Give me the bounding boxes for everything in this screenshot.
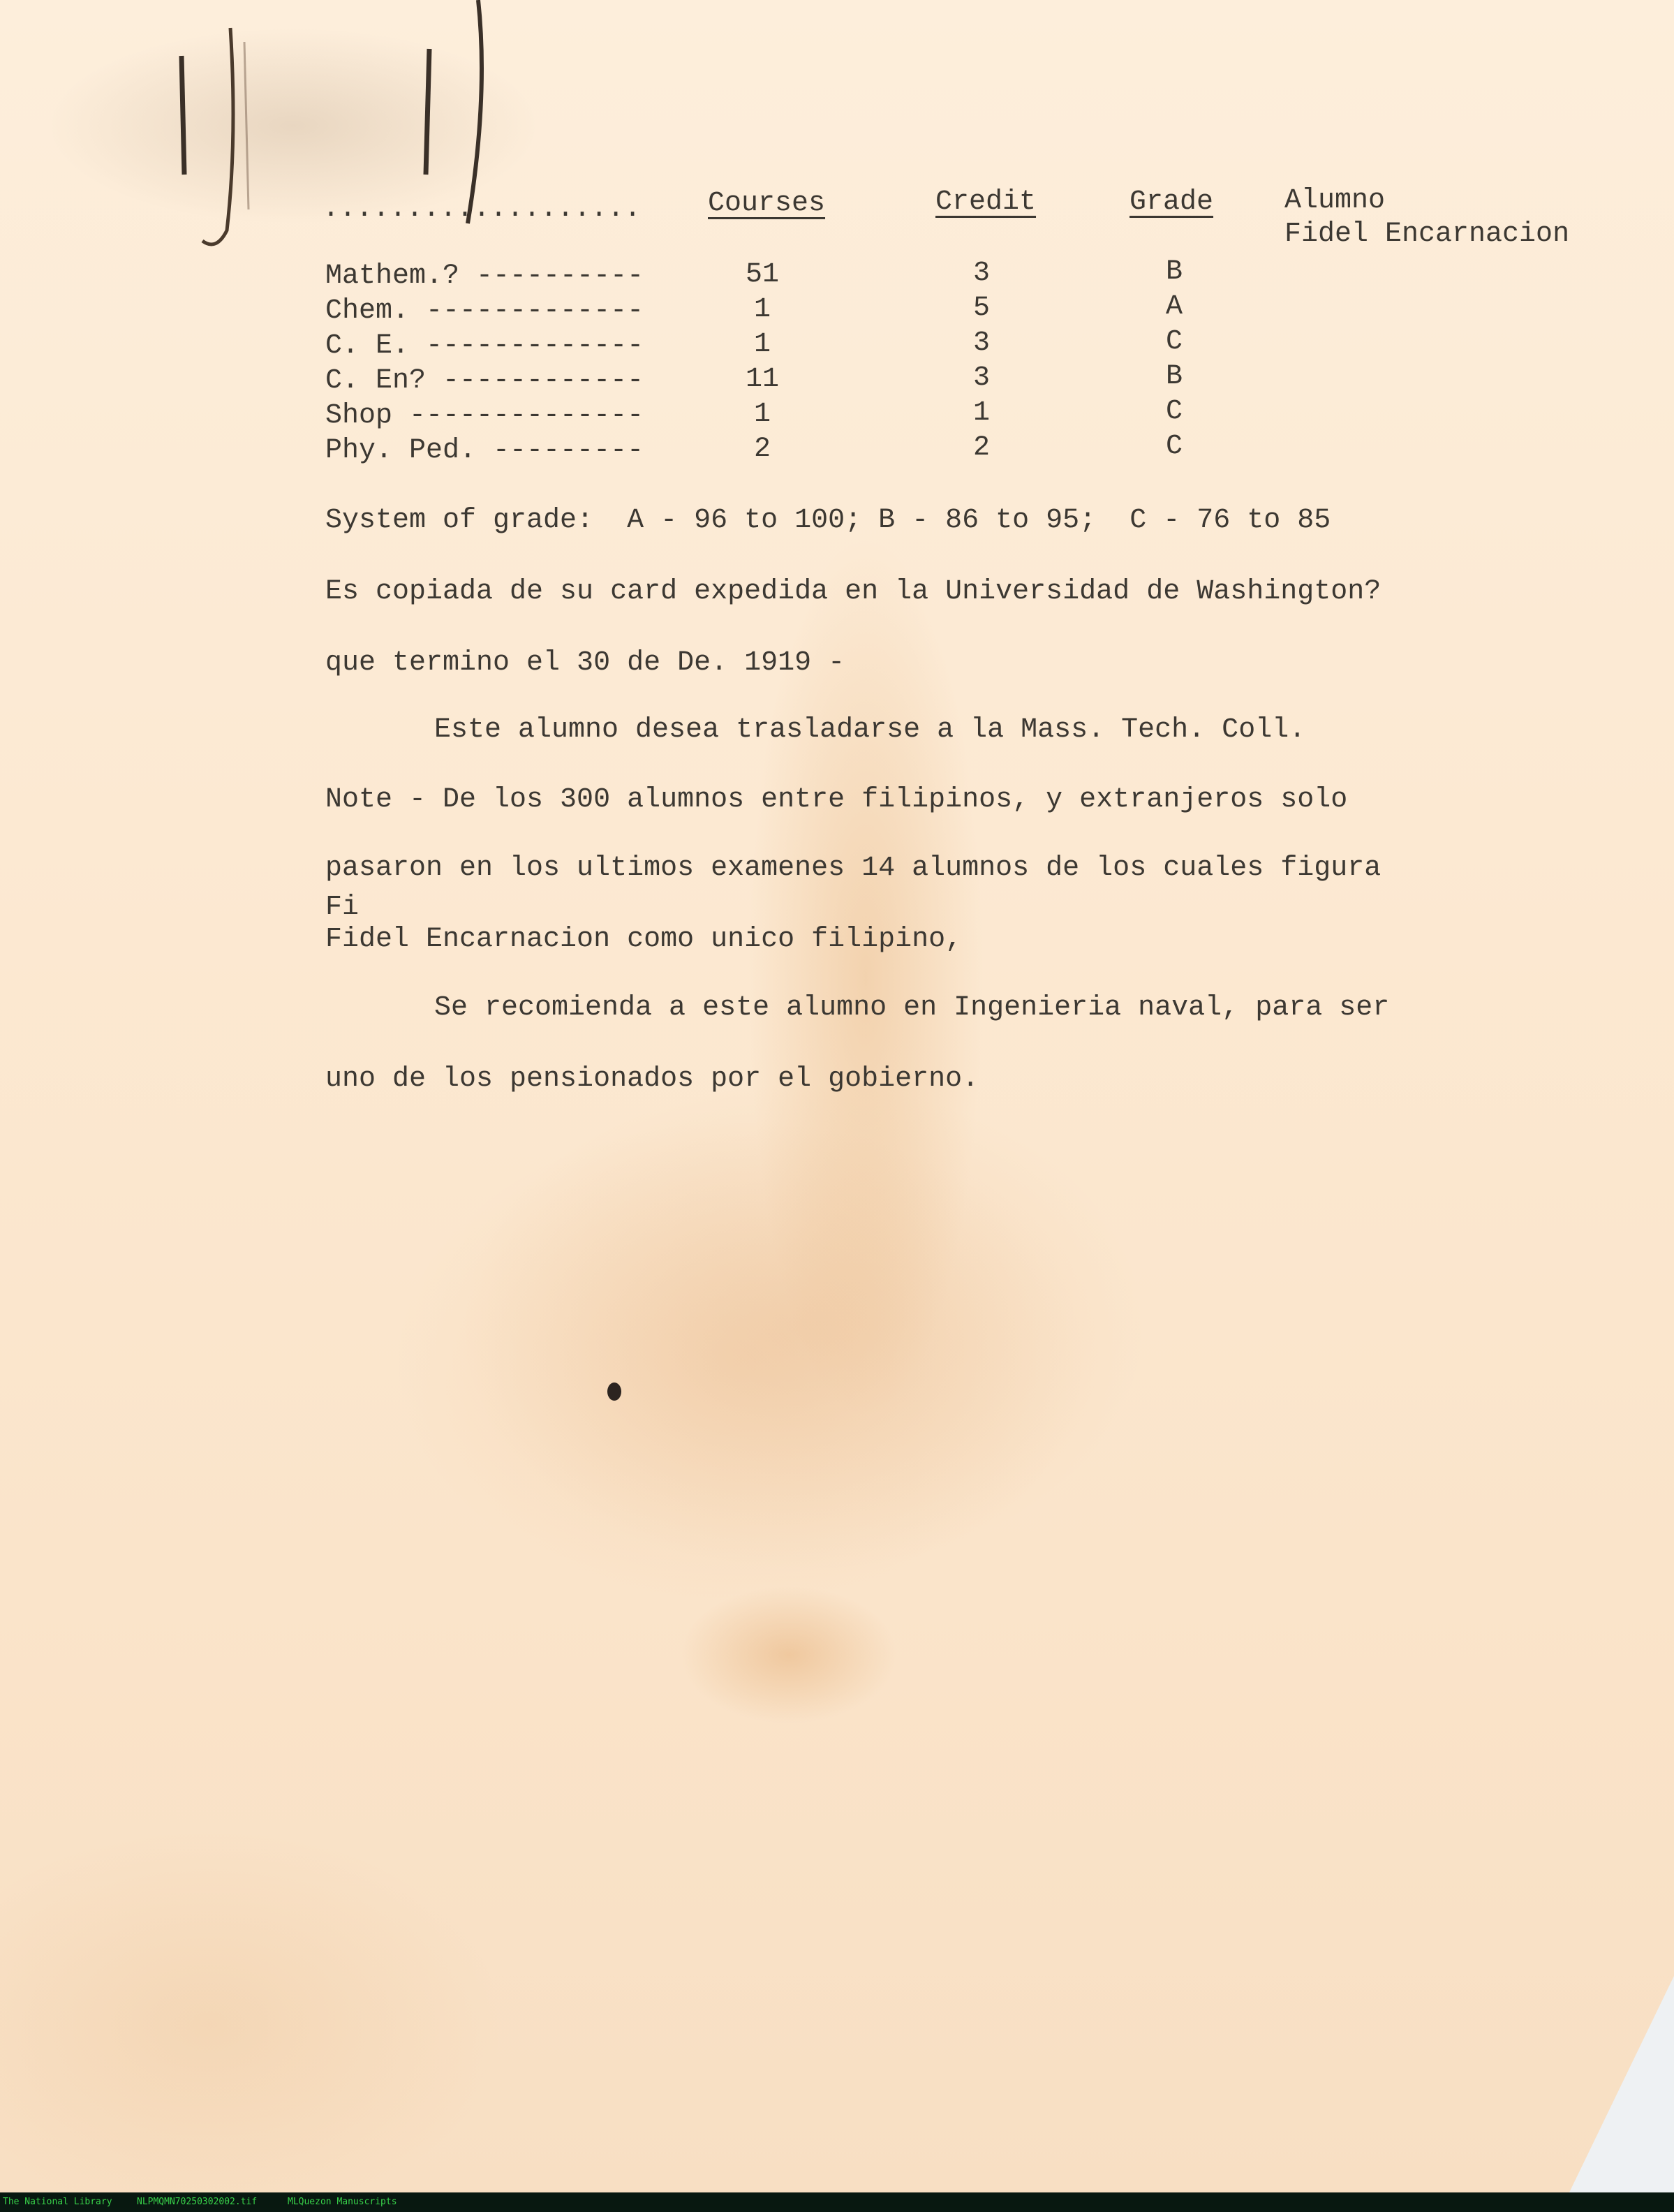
grading-system: System of grade: A - 96 to 100; B - 86 to 95; C - 76 to 85 — [325, 505, 1331, 536]
body-line: Es copiada de su card expedida en la Universidad de Washington? — [325, 576, 1382, 607]
course-number: 1 — [753, 399, 771, 430]
body-line: que termino el 30 de De. 1919 - — [325, 647, 845, 679]
subject-name: C. En? ------------ — [325, 365, 644, 397]
water-stain — [391, 1117, 1089, 1606]
body-line: Note - De los 300 alumnos entre filipinos, y extranjeros solo — [325, 784, 1348, 816]
course-number: 2 — [753, 434, 771, 465]
student-name: Fidel Encarnacion — [1284, 219, 1570, 250]
strikeover-text: Fi — [325, 892, 360, 923]
subject-name: C. E. ------------- — [325, 330, 644, 362]
subject-name: Phy. Ped. --------- — [325, 435, 644, 466]
header-grade: Grade — [1129, 186, 1214, 218]
subject-name: Chem. ------------- — [325, 295, 644, 327]
footer-collection: MLQuezon Manuscripts — [288, 2197, 397, 2207]
grade-value: B — [1165, 256, 1183, 288]
header-credit: Credit — [935, 186, 1037, 218]
credit-value: 3 — [972, 258, 990, 289]
body-line: Este alumno desea trasladarse a la Mass. Tech. Coll. — [434, 714, 1306, 746]
student-label: Alumno — [1284, 185, 1386, 216]
subject-name: Shop -------------- — [325, 400, 644, 432]
grade-value: C — [1165, 326, 1183, 357]
footer-library: The National Library — [3, 2197, 112, 2207]
body-line: pasaron en los ultimos examenes 14 alumnos de los cuales figura — [325, 853, 1382, 884]
credit-value: 3 — [972, 327, 990, 359]
credit-value: 3 — [972, 362, 990, 394]
credit-value: 2 — [972, 432, 990, 464]
course-number: 11 — [745, 364, 779, 395]
body-line: Se recomienda a este alumno en Ingenieria naval, para ser — [434, 992, 1390, 1024]
archive-footer — [0, 2192, 1674, 2212]
header-courses: Courses — [708, 188, 826, 219]
folded-corner — [1569, 1976, 1674, 2192]
course-number: 1 — [753, 329, 771, 360]
body-line: uno de los pensionados por el gobierno. — [325, 1063, 979, 1095]
credit-value: 5 — [972, 293, 990, 324]
course-number: 51 — [745, 259, 779, 290]
ink-blot — [607, 1382, 621, 1401]
paperclip-mark — [161, 0, 496, 265]
grade-value: C — [1165, 396, 1183, 427]
grade-value: C — [1165, 431, 1183, 462]
leader-dots: ................... — [323, 193, 642, 225]
body-line: Fidel Encarnacion como unico filipino, — [325, 924, 963, 955]
credit-value: 1 — [972, 397, 990, 429]
grade-value: B — [1165, 361, 1183, 392]
footer-filename: NLPMQMN70250302002.tif — [137, 2197, 258, 2207]
course-number: 1 — [753, 294, 771, 325]
subject-name: Mathem.? ---------- — [325, 260, 644, 292]
grade-value: A — [1165, 291, 1183, 323]
